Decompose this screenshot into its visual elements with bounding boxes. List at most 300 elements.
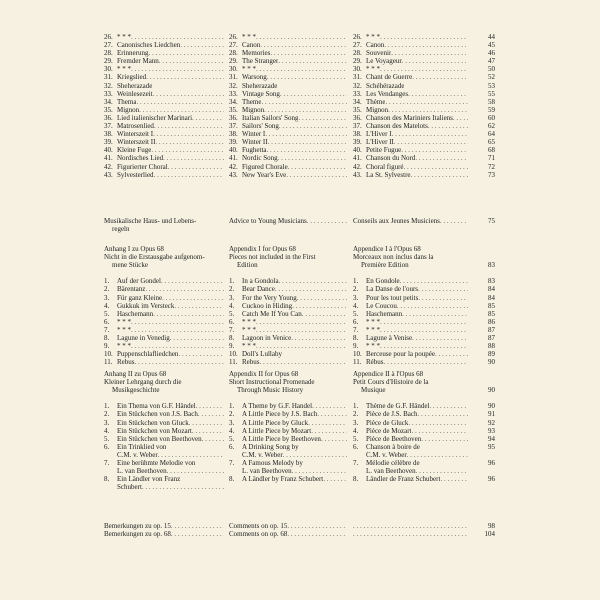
toc-entry <box>104 318 224 326</box>
entry-title: Ein Stückchen von Mozart <box>117 426 192 435</box>
toc-entry <box>353 443 468 451</box>
entry-title: * * * <box>242 317 256 326</box>
entry-title: C.M. v. Weber <box>242 450 283 459</box>
toc-entry <box>353 73 468 81</box>
entry-title: Fughetta <box>242 146 267 155</box>
advice-german-line: Musikalische Haus- und Lebens- <box>104 217 197 225</box>
entry-number: 40. <box>229 146 238 155</box>
entry-title: L. van Beethoven <box>366 467 416 476</box>
entry-number: 7. <box>104 459 110 468</box>
entry-number: 4. <box>229 301 235 310</box>
toc-entry <box>229 522 347 530</box>
entry-title: Ein Stückchen von Gluck <box>117 418 189 427</box>
toc-entry <box>104 342 224 350</box>
heading-line: Petit Cours d'Histoire de la <box>353 378 429 387</box>
toc-entry <box>104 106 224 114</box>
entry-number: 35. <box>104 105 113 114</box>
entry-number: 29. <box>353 57 362 66</box>
leader-dots <box>394 138 468 146</box>
toc-entry <box>353 451 468 459</box>
toc-entry <box>229 402 347 410</box>
toc-entry <box>353 122 468 130</box>
toc-entry <box>353 65 468 73</box>
entry-number: 2. <box>353 410 359 419</box>
entry-number: 5. <box>353 434 359 443</box>
toc-entry <box>229 163 347 171</box>
toc-entry <box>104 326 224 334</box>
entry-title: Thema <box>117 97 137 106</box>
toc-entry <box>229 334 347 342</box>
leader-dots <box>286 171 347 179</box>
entry-number: 1. <box>104 277 110 286</box>
entry-number: 27. <box>229 41 238 50</box>
toc-entry <box>353 334 468 342</box>
leader-dots <box>198 410 224 418</box>
entry-number: 27. <box>353 41 362 50</box>
leader-dots <box>260 358 348 366</box>
entry-number: 40. <box>353 146 362 155</box>
toc-entry <box>229 318 347 326</box>
leader-dots <box>429 402 468 410</box>
entry-number: 37. <box>104 122 113 131</box>
toc-entry <box>229 483 347 491</box>
leader-dots <box>401 146 468 154</box>
toc-entry <box>229 146 347 154</box>
leader-dots <box>380 342 468 350</box>
toc-entry <box>104 402 224 410</box>
entry-number: 37. <box>229 122 238 131</box>
toc-entry <box>104 530 224 538</box>
leader-dots <box>297 294 347 302</box>
leader-dots <box>135 358 225 366</box>
entry-number: 36. <box>229 113 238 122</box>
toc-entry <box>104 350 224 358</box>
leader-dots <box>265 130 347 138</box>
leader-dots <box>421 435 468 443</box>
entry-title: Souvenir <box>366 49 392 58</box>
page-number: 44 <box>488 33 495 41</box>
entry-number: 8. <box>104 334 110 343</box>
entry-number <box>104 483 117 491</box>
entry-title: Winterszeit II <box>117 138 156 147</box>
entry-number: 34. <box>229 97 238 106</box>
leader-dots <box>136 98 224 106</box>
leader-dots <box>384 358 469 366</box>
section-heading <box>353 245 468 269</box>
entry-title: L. van Beethoven <box>242 467 292 476</box>
leader-dots <box>428 122 468 130</box>
spacer <box>468 253 495 261</box>
page-number: 98 <box>488 522 495 530</box>
entry-title: Pièce de Beethoven <box>366 434 422 443</box>
advice-page <box>468 217 495 225</box>
leader-dots <box>317 410 347 418</box>
entry-title: A Ländler by Franz Schubert <box>242 475 324 484</box>
leader-dots <box>380 33 468 41</box>
entry-title: Eine berühmte Melodie von <box>117 459 196 468</box>
advice-german-line: regeln <box>112 225 130 234</box>
leader-dots <box>435 350 468 358</box>
spacer <box>468 370 495 378</box>
page-number <box>468 467 495 475</box>
entry-title: Nordisches Lied <box>117 154 164 163</box>
entry-title: New Year's Eve <box>242 170 287 179</box>
heading-line: Appendice I à l'Opus 68 <box>353 245 421 253</box>
entry-title: Theme <box>242 97 262 106</box>
leader-dots <box>302 310 347 318</box>
toc-entry <box>104 82 224 90</box>
section3-german <box>104 370 224 491</box>
entry-title: Sailors' Song <box>242 122 279 131</box>
toc-entry <box>104 114 224 122</box>
toc-entry <box>229 130 347 138</box>
toc-entry <box>353 277 468 285</box>
toc-entry <box>104 33 224 41</box>
leader-dots <box>131 33 224 41</box>
leader-dots <box>162 294 224 302</box>
entry-number: 8. <box>229 475 235 484</box>
entry-title: Winter I <box>242 130 266 139</box>
leader-dots <box>288 163 347 171</box>
page-number: 84 <box>488 285 495 294</box>
leader-dots <box>312 402 347 410</box>
leader-dots <box>256 342 347 350</box>
entry-title: Comments on op. 68 <box>229 530 288 539</box>
entry-title: Warsong <box>242 73 267 82</box>
entry-title: En Gondole <box>366 277 400 286</box>
leader-dots <box>174 302 224 310</box>
page-number: 91 <box>488 410 495 419</box>
entry-title: C.M. v. Weber <box>366 450 407 459</box>
entry-title: * * * <box>366 325 380 334</box>
toc-entry <box>104 435 224 443</box>
entry-number: 42. <box>353 162 362 171</box>
toc-entry <box>353 310 468 318</box>
page-number: 104 <box>484 530 495 539</box>
section4-english <box>229 522 347 538</box>
leader-dots <box>264 106 347 114</box>
toc-entry <box>353 435 468 443</box>
entry-number: 7. <box>229 325 235 334</box>
leader-dots <box>279 122 347 130</box>
entry-title: Sheherazade <box>242 81 278 90</box>
entry-number: 38. <box>229 130 238 139</box>
entry-title: Italian Sailors' Song <box>242 113 299 122</box>
page-number: 72 <box>488 162 495 171</box>
toc-entry <box>229 342 347 350</box>
toc-entry <box>104 310 224 318</box>
leader-dots <box>192 427 224 435</box>
toc-entry <box>104 65 224 73</box>
entry-number: 36. <box>353 113 362 122</box>
entry-number: 6. <box>229 442 235 451</box>
toc-entry <box>229 350 347 358</box>
entry-number: 34. <box>104 97 113 106</box>
toc-entry <box>353 154 468 162</box>
leader-dots <box>291 334 347 342</box>
advice-english-title: Advice to Young Musicians <box>229 217 307 225</box>
toc-entry <box>104 49 224 57</box>
entry-title: Sylvesterlied <box>117 170 154 179</box>
leader-dots <box>139 106 224 114</box>
toc-entry <box>104 294 224 302</box>
toc-entry <box>104 277 224 285</box>
toc-entry <box>104 90 224 98</box>
entry-number: 29. <box>229 57 238 66</box>
advice-english <box>229 217 347 225</box>
leader-dots <box>270 49 347 57</box>
entry-title: Mignon <box>366 105 389 114</box>
leader-dots <box>418 285 468 293</box>
spacer <box>353 394 468 402</box>
entry-number: 30. <box>353 65 362 74</box>
entry-title: Rébus <box>366 358 384 367</box>
leader-dots <box>149 49 225 57</box>
toc-entry <box>353 33 468 41</box>
leader-dots <box>256 65 347 73</box>
leader-dots <box>131 318 224 326</box>
toc-entry <box>229 106 347 114</box>
page-number: 68 <box>488 146 495 155</box>
entry-number: 30. <box>229 65 238 74</box>
entry-title: * * * <box>117 317 131 326</box>
entry-title: Vintage Song <box>242 89 280 98</box>
toc-entry <box>353 294 468 302</box>
entry-title: Nordic Song <box>242 154 278 163</box>
page-number <box>468 483 495 491</box>
entry-title: Choral figuré <box>366 162 404 171</box>
entry-title: Winterszeit I <box>117 130 154 139</box>
heading-line: Première Edition <box>361 261 409 270</box>
entry-number: 41. <box>104 154 113 163</box>
entry-number: 31. <box>104 73 113 82</box>
leader-dots <box>180 41 224 49</box>
toc-entry <box>353 138 468 146</box>
toc-entry <box>229 65 347 73</box>
entry-title: Bemerkungen zu op. 68 <box>104 530 171 539</box>
entry-number: 2. <box>229 285 235 294</box>
toc-entry <box>353 475 468 483</box>
leader-dots <box>411 427 468 435</box>
entry-title: Pièce de J.S. Bach <box>366 410 418 419</box>
leader-dots <box>153 130 224 138</box>
toc-entry <box>104 171 224 179</box>
entry-number: 5. <box>104 309 110 318</box>
entry-number: 5. <box>229 309 235 318</box>
toc-entry <box>104 130 224 138</box>
toc-entry <box>353 326 468 334</box>
entry-title: Le Voyageur <box>366 57 402 66</box>
toc-entry <box>104 163 224 171</box>
advice-french-title: Conseils aux Jeunes Musiciens <box>353 217 440 225</box>
toc-entry <box>353 302 468 310</box>
entry-title: Schubert <box>117 483 142 492</box>
entry-title: Catch Me If You Can <box>242 309 302 318</box>
toc-entry <box>104 57 224 65</box>
entry-title: Ein Ländler von Franz <box>117 475 181 484</box>
entry-number <box>104 451 117 459</box>
leader-dots <box>159 57 224 65</box>
leader-dots <box>388 106 468 114</box>
section4-french <box>353 522 468 538</box>
leader-dots <box>153 310 224 318</box>
section3-english <box>229 370 347 491</box>
toc-entry <box>104 285 224 293</box>
entry-number: 41. <box>353 154 362 163</box>
toc-entry <box>229 285 347 293</box>
toc-entry <box>353 98 468 106</box>
page-number: 55 <box>488 89 495 98</box>
toc-entry <box>353 459 468 467</box>
section-heading <box>104 245 224 269</box>
leader-dots <box>321 435 347 443</box>
spacer <box>353 269 468 277</box>
entry-title: Gukkuk im Versteck <box>117 301 175 310</box>
entry-number: 39. <box>104 138 113 147</box>
leader-dots <box>189 419 224 427</box>
entry-title: A Little Piece by Mozart <box>242 426 312 435</box>
entry-number: 26. <box>353 33 362 41</box>
entry-number: 11. <box>229 358 238 367</box>
entry-title: Schéhérazade <box>366 81 405 90</box>
toc-entry <box>353 350 468 358</box>
entry-number: 7. <box>229 459 235 468</box>
entry-number: 42. <box>104 162 113 171</box>
leader-dots <box>142 483 224 491</box>
section-heading <box>104 370 224 394</box>
section-heading <box>229 370 347 394</box>
entry-number: 32. <box>104 81 113 90</box>
entry-number: 38. <box>104 130 113 139</box>
spacer <box>468 394 495 402</box>
entry-number: 10. <box>104 350 113 359</box>
entry-number: 4. <box>353 301 359 310</box>
entry-number: 26. <box>229 33 238 41</box>
leader-dots <box>311 427 347 435</box>
entry-title: Thème <box>366 97 386 106</box>
entry-title: Bärentanz <box>117 285 146 294</box>
entry-title: * * * <box>242 33 256 41</box>
entry-number: 7. <box>353 459 359 468</box>
entry-title: Puppenschlafliedchen <box>117 350 179 359</box>
entry-number: 8. <box>104 475 110 484</box>
toc-entry <box>104 73 224 81</box>
entry-number: 40. <box>104 146 113 155</box>
leader-dots <box>418 294 468 302</box>
entry-number: 8. <box>353 334 359 343</box>
leader-dots <box>131 342 224 350</box>
toc-entry <box>353 285 468 293</box>
leader-dots <box>292 467 347 475</box>
toc-entry <box>229 49 347 57</box>
leader-dots <box>278 57 347 65</box>
entry-number: 33. <box>229 89 238 98</box>
spacer <box>104 394 224 402</box>
entry-title: * * * <box>242 342 256 351</box>
entry-number: 8. <box>353 475 359 484</box>
page-number: 52 <box>488 73 495 82</box>
toc-entry <box>353 114 468 122</box>
entry-number: 5. <box>104 434 110 443</box>
entry-number: 4. <box>104 301 110 310</box>
section1-french <box>353 33 468 179</box>
section1-pages <box>468 33 495 179</box>
entry-title: Mignon <box>117 105 140 114</box>
entry-number: 28. <box>104 49 113 58</box>
heading-line: Musikgeschichte <box>112 386 160 395</box>
entry-number: 3. <box>104 293 110 302</box>
entry-title: L'Hiver II <box>366 138 394 147</box>
entry-title: A Drinking Song by <box>242 442 299 451</box>
heading-line: Pieces not included in the First <box>229 253 316 262</box>
page-number: 84 <box>488 293 495 302</box>
entry-title: Pièce de Mozart <box>366 426 412 435</box>
leader-dots <box>167 467 224 475</box>
toc-entry <box>229 82 347 90</box>
toc-entry <box>353 402 468 410</box>
page-number <box>468 451 495 459</box>
page-number: 95 <box>488 442 495 451</box>
toc-entry <box>104 475 224 483</box>
entry-number: 5. <box>229 434 235 443</box>
leader-dots <box>380 318 468 326</box>
entry-title: Ländler de Franz Schubert <box>366 475 441 484</box>
entry-title: La Danse de l'ours <box>366 285 418 294</box>
entry-number: 8. <box>229 334 235 343</box>
page-number: 85 <box>488 301 495 310</box>
leader-dots <box>171 530 224 538</box>
entry-title: Erinnerung <box>117 49 149 58</box>
leader-dots <box>380 65 468 73</box>
section4-german <box>104 522 224 538</box>
entry-title: Bear Dance <box>242 285 275 294</box>
leader-dots <box>260 41 347 49</box>
page-number: 75 <box>488 217 495 225</box>
entry-title: Für ganz Kleine <box>117 293 163 302</box>
page-number: 96 <box>488 459 495 468</box>
entry-title: Bemerkungen zu op. 15 <box>104 522 171 530</box>
entry-title: Chanson du Nord <box>366 154 416 163</box>
entry-number: 2. <box>353 285 359 294</box>
entry-title: Canon <box>242 41 261 50</box>
entry-title: Memories <box>242 49 271 58</box>
page-number: 89 <box>488 350 495 359</box>
leader-dots <box>323 475 347 483</box>
entry-title: Kriegslied <box>117 73 147 82</box>
entry-number: 26. <box>104 33 113 41</box>
leader-dots <box>131 326 224 334</box>
toc-entry <box>229 122 347 130</box>
leader-dots <box>453 114 468 122</box>
entry-number: 2. <box>104 285 110 294</box>
section4-pages <box>468 522 495 538</box>
leader-dots <box>256 326 347 334</box>
leader-dots <box>408 90 468 98</box>
page-number: 87 <box>488 325 495 334</box>
entry-number: 43. <box>104 170 113 179</box>
entry-number: 6. <box>353 442 359 451</box>
entry-number <box>104 467 117 475</box>
entry-number: 1. <box>229 277 235 286</box>
entry-number: 31. <box>353 73 362 82</box>
section3-french <box>353 370 468 491</box>
heading-line: Anhang II zu Opus 68 <box>104 370 167 378</box>
entry-title: Petite Fugue <box>366 146 402 155</box>
page-number: 46 <box>488 49 495 58</box>
entry-title: * * * <box>117 325 131 334</box>
leader-dots <box>161 277 224 285</box>
entry-title: Mélodie célèbre de <box>366 459 420 468</box>
